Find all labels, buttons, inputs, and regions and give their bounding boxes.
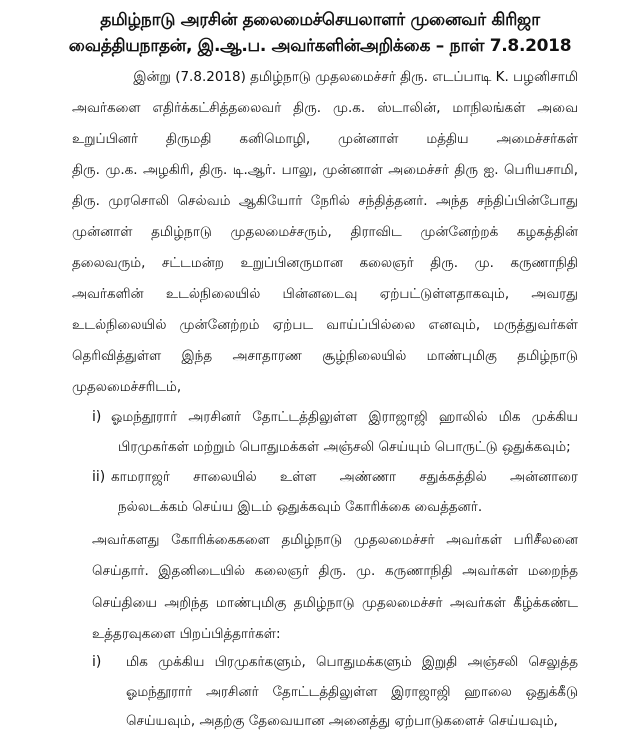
list-marker: i) (92, 409, 102, 425)
paragraph-line: இன்று (7.8.2018) தமிழ்நாடு முதலமைச்சர் திரு. எடப்பாடி K. பழனிசாமி (133, 69, 578, 85)
paragraph-line: திரு. முரசொலி செல்வம் ஆகியோர் நேரில் சந்தித்தனர். அந்த சந்திப்பின்போது (72, 193, 578, 209)
list-marker: i) (92, 654, 102, 670)
paragraph-line: தெரிவித்துள்ள இந்த அசாதாரண சூழ்நிலையில் மாண்புமிகு தமிழ்நாடு (72, 348, 578, 364)
paragraph-line: செய்தியை அறிந்த மாண்புமிகு தமிழ்நாடு முதலமைச்சர் அவர்கள் கீழ்க்கண்ட (92, 595, 578, 611)
paragraph-line: உறுப்பினர் திருமதி கனிமொழி, முன்னாள் மத்திய அமைச்சர்கள் (72, 131, 578, 147)
paragraph-line: அவர்களது கோரிக்கைகளை தமிழ்நாடு முதலமைச்சர் அவர்கள் பரிசீலனை (92, 532, 578, 548)
paragraph-line: திரு. மு.க. அழகிரி, திரு. டி.ஆர். பாலு, முன்னாள் அமைச்சர் திரு ஐ. பெரியசாமி, (72, 162, 578, 178)
list-item-line: பிரமுகர்கள் மற்றும் பொதுமக்கள் அஞ்சலி செய்யும் பொருட்டு ஒதுக்கவும்; (118, 439, 571, 455)
list-marker: ii) (92, 469, 106, 485)
list-item-line: ஓமந்தூரார் அரசினர் தோட்டத்திலுள்ள இராஜாஜி ஹாலில் மிக முக்கிய (111, 409, 578, 425)
list-item-line: காமராஜர் சாலையில் உள்ள அண்ணா சதுக்கத்தில் அன்னாரை (111, 469, 578, 485)
paragraph-line: முதலமைச்சரிடம், (72, 379, 182, 395)
paragraph-line: முன்னாள் தமிழ்நாடு முதலமைச்சரும், திராவிட முன்னேற்றக் கழகத்தின் (72, 224, 578, 240)
list-item-line: மிக முக்கிய பிரமுகர்களும், பொதுமக்களும் இறுதி அஞ்சலி செலுத்த (126, 654, 578, 670)
list-item-line: நல்லடக்கம் செய்ய இடம் ஒதுக்கவும் கோரிக்கை வைத்தனர். (118, 499, 483, 515)
list-item-line: ஓமந்தூரார் அரசினர் தோட்டத்திலுள்ள இராஜாஜி ஹாலை ஒதுக்கீடு (126, 684, 578, 700)
document-title-line-2: வைத்தியநாதன், இ.ஆ.ப. அவர்களின்அறிக்கை – நாள் 7.8.2018 (68, 36, 572, 56)
paragraph-line: செய்தார். இதனிடையில் கலைஞர் திரு. மு. கருணாநிதி அவர்கள் மறைந்த (92, 563, 578, 579)
paragraph-line: அவர்களை எதிர்க்கட்சித்தலைவர் திரு. மு.க. ஸ்டாலின், மாநிலங்கள் அவை (72, 100, 578, 116)
paragraph-line: உத்தரவுகளை பிறப்பித்தார்கள்: (92, 626, 281, 642)
paragraph-line: அவர்களின் உடல்நிலையில் பின்னடைவு ஏற்பட்டுள்ளதாகவும், அவரது (72, 286, 578, 302)
document-title-line-1: தமிழ்நாடு அரசின் தலைமைச்செயலாளர் முனைவர் கிரிஜா (100, 10, 540, 30)
list-item-line: செய்யவும், அதற்கு தேவையான அனைத்து ஏற்பாடுகளைச் செய்யவும், (126, 713, 558, 729)
paragraph-line: தலைவரும், சட்டமன்ற உறுப்பினருமான கலைஞர் திரு. மு. கருணாநிதி (72, 255, 578, 271)
paragraph-line: உடல்நிலையில் முன்னேற்றம் ஏற்பட வாய்ப்பில்லை எனவும், மருத்துவர்கள் (72, 317, 578, 333)
